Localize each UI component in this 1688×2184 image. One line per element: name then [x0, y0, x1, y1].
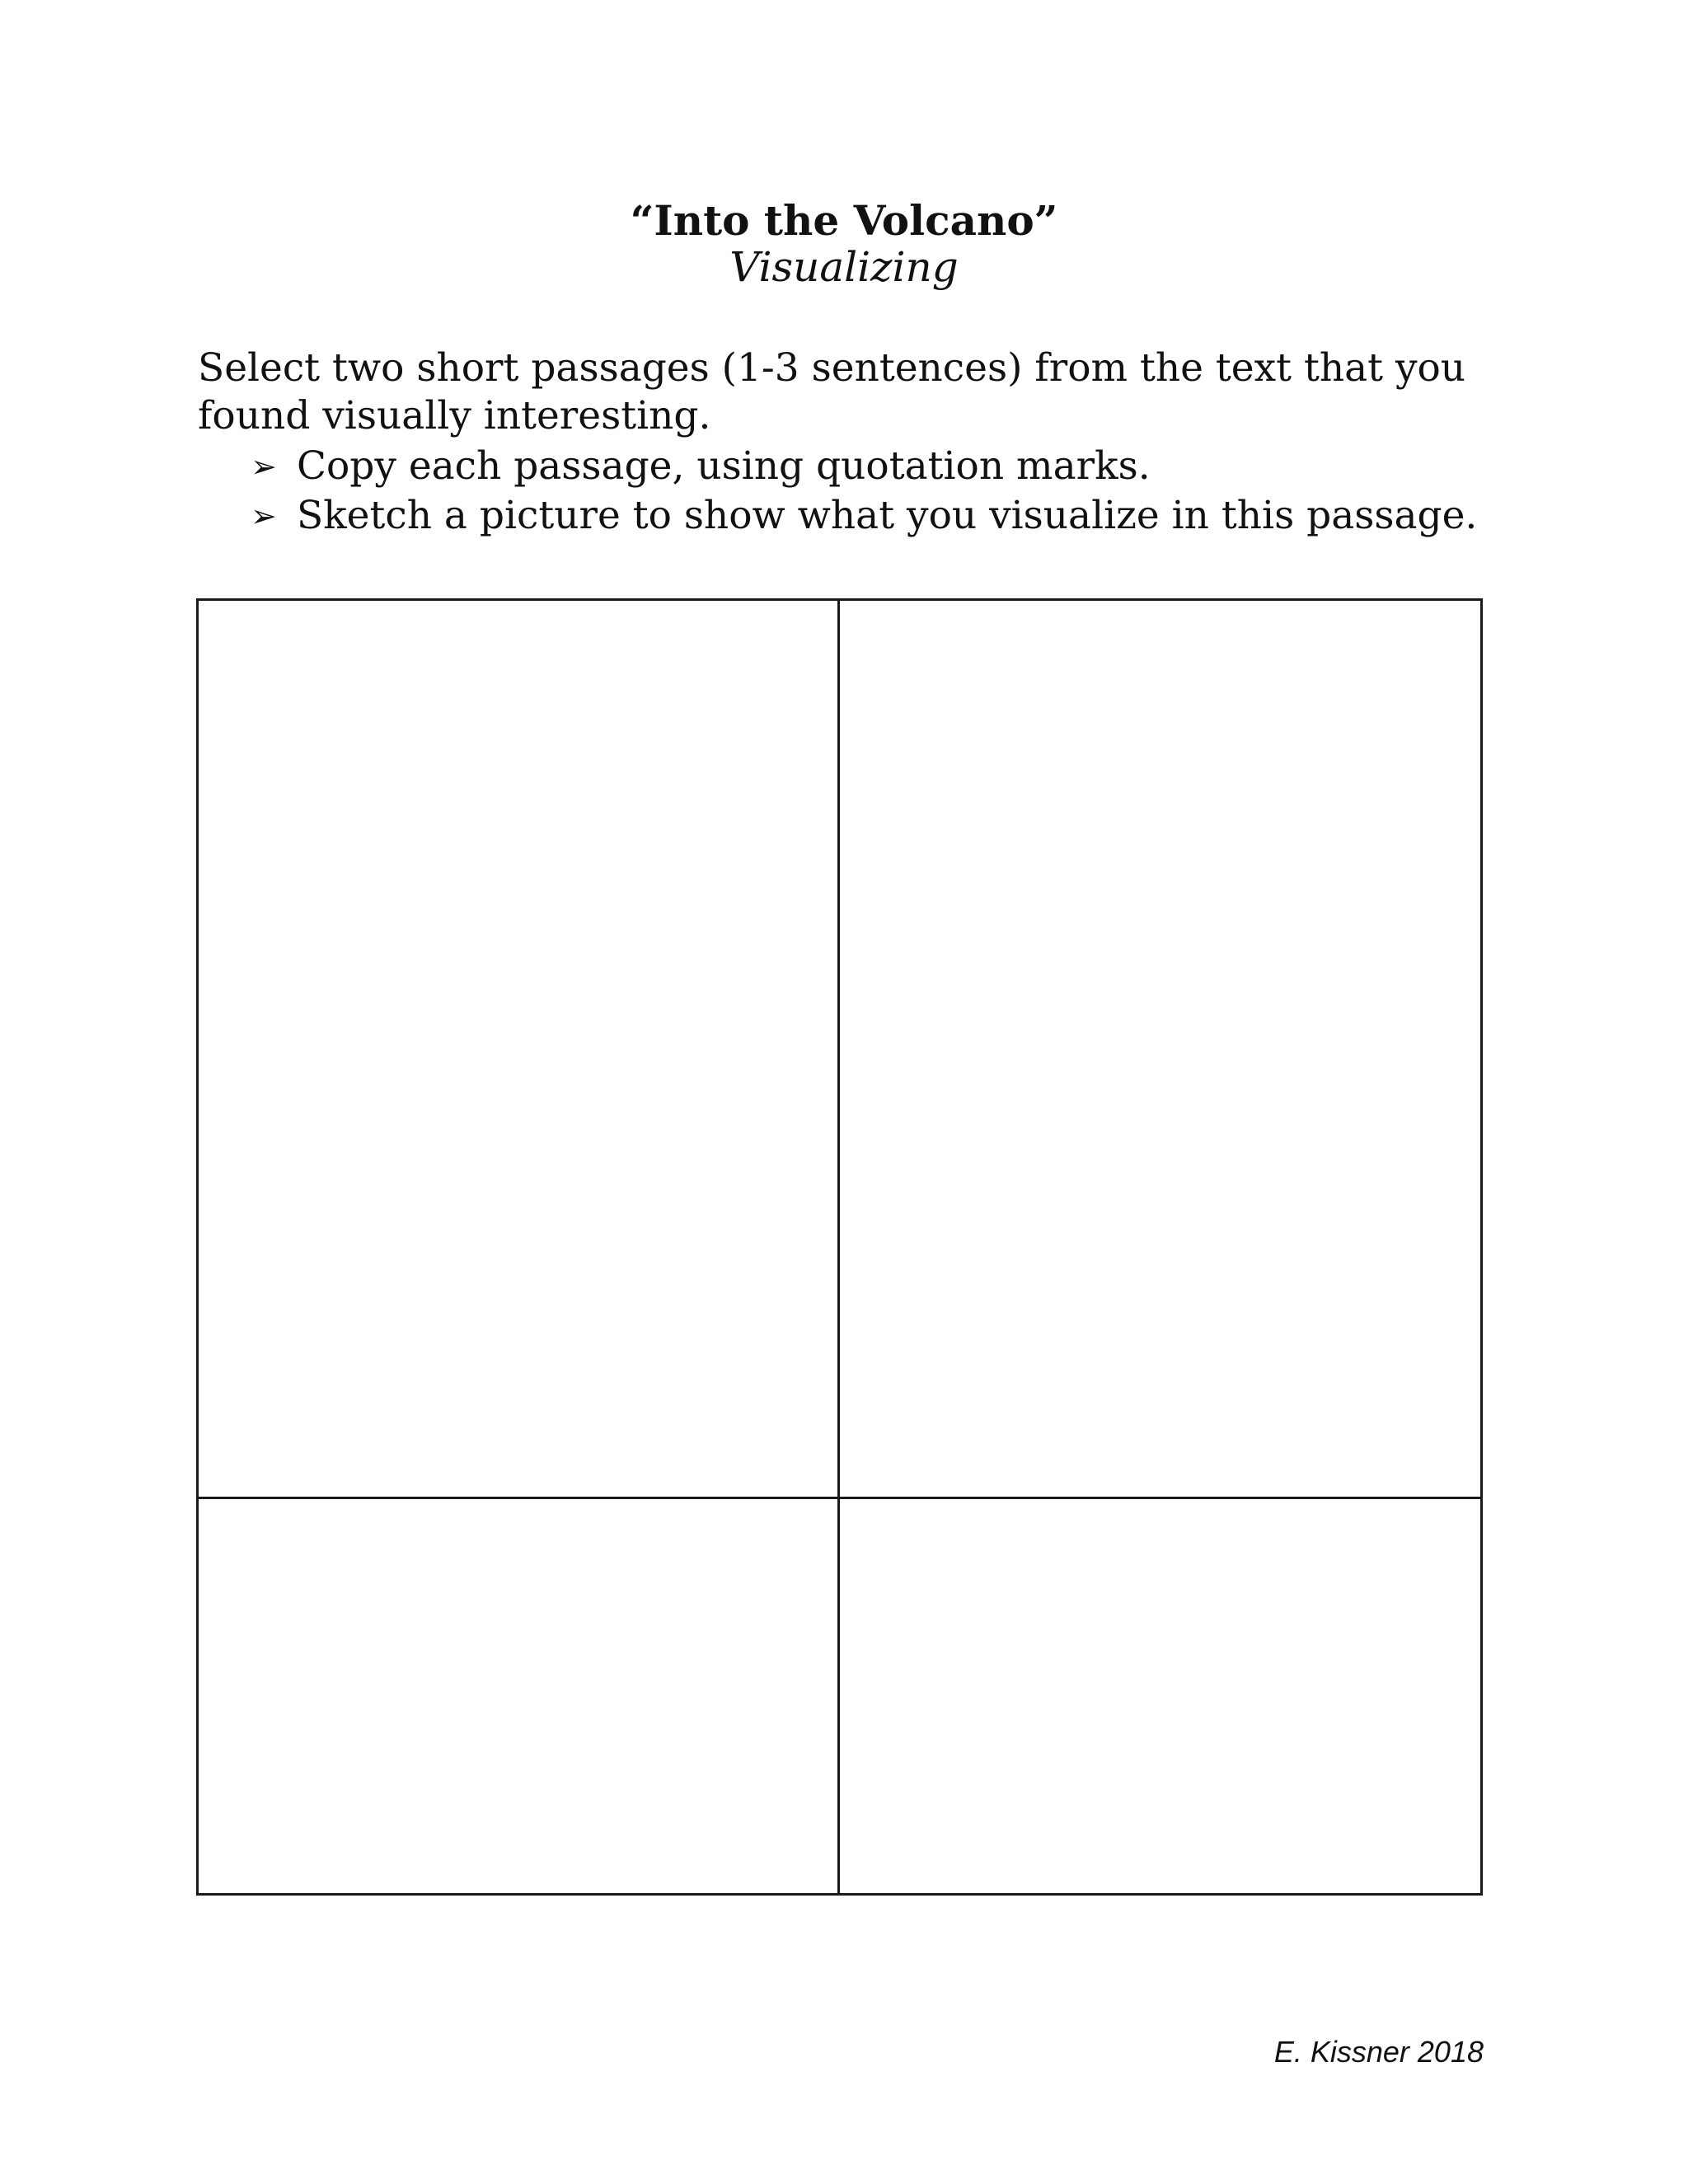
arrowhead-bullet-icon: ➢ — [251, 448, 277, 485]
instructions-list — [198, 442, 1517, 541]
passage-box-2[interactable] — [840, 1499, 1481, 1893]
instruction-text: Sketch a picture to show what you visualize in this passage. — [297, 493, 1478, 538]
worksheet-title: “Into the Volcano” — [630, 196, 1058, 245]
sketch-box-1[interactable] — [199, 601, 840, 1499]
instructions — [198, 344, 1517, 541]
response-grid — [196, 598, 1483, 1896]
sketch-box-2[interactable] — [840, 601, 1481, 1499]
passage-box-1[interactable] — [199, 1499, 840, 1893]
instruction-item — [198, 442, 1517, 491]
worksheet-subtitle: Visualizing — [729, 243, 959, 291]
instructions-intro: Select two short passages (1-3 sentences) from the text that you found visually interesting. — [198, 345, 1466, 438]
footer-credit: E. Kissner 2018 — [1273, 2035, 1484, 2069]
arrowhead-bullet-icon: ➢ — [251, 498, 277, 534]
instruction-item — [198, 491, 1517, 541]
instruction-text: Copy each passage, using quotation marks. — [297, 443, 1151, 489]
